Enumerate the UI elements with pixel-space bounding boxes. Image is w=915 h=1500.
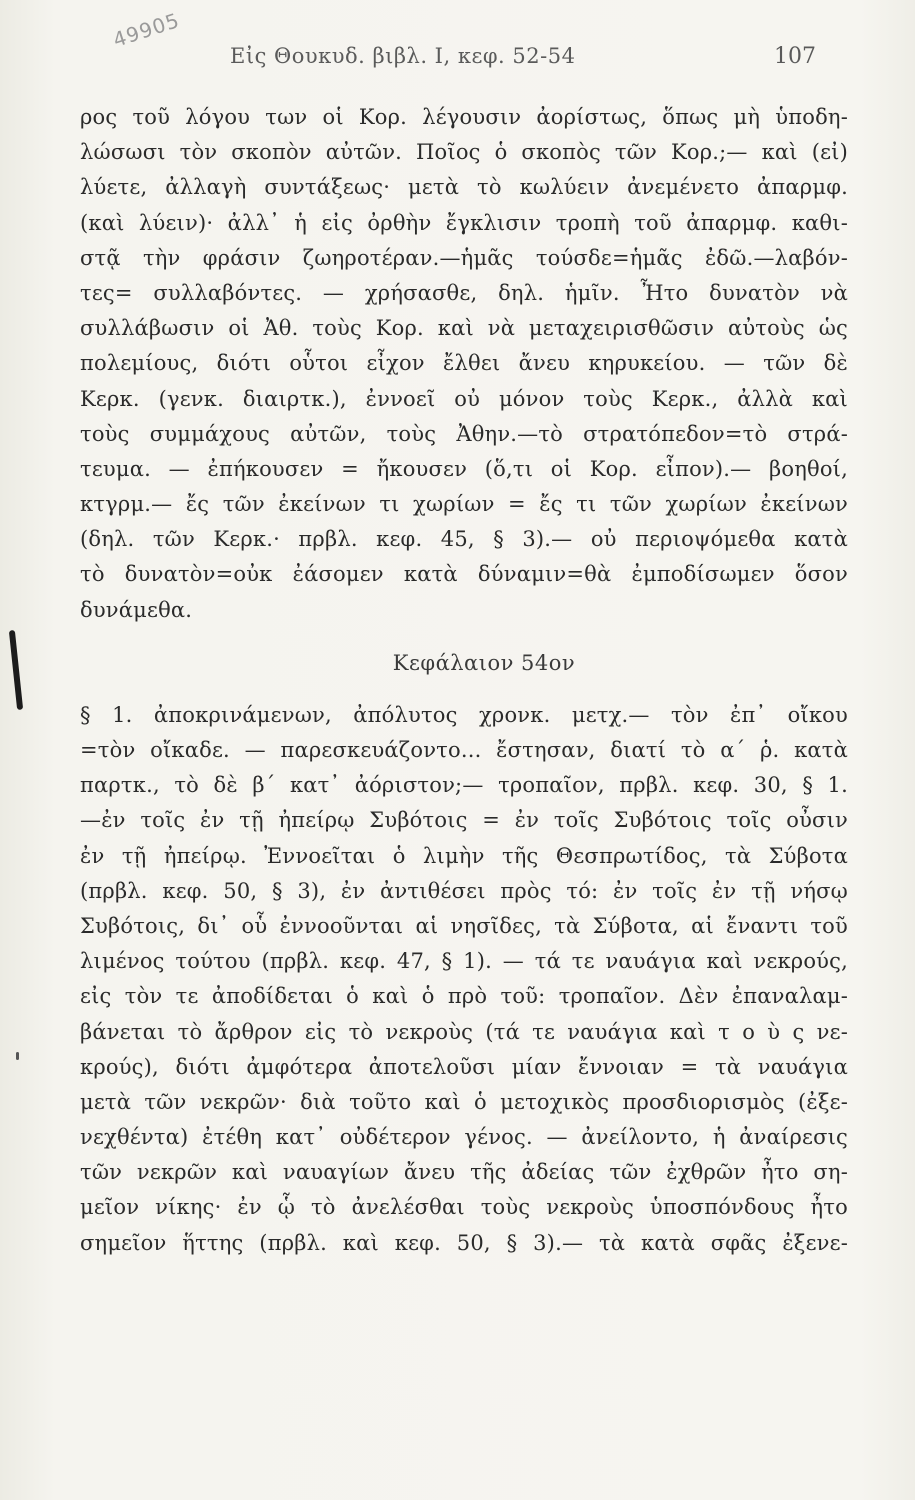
text-line: δυνάμεθα. — [80, 597, 193, 622]
text-line: —ἐν τοῖς ἐν τῇ ἠπείρῳ Συβότοις = ἐν τοῖς Συβότοις τοῖς οὖσιν — [80, 808, 848, 833]
text-line: τευμα. — ἐπήκουσεν = ἤκουσεν (ὅ,τι οἱ Κορ. εἶπον).— βοηθοί, — [80, 456, 848, 481]
text-line: τες= συλλαβόντες. — χρήσασθε, δηλ. ἡμῖν. Ἦτο δυνατὸν νὰ — [80, 280, 848, 305]
text-line: (πρβλ. κεφ. 50, § 3), ἐν ἀντιθέσει πρὸς τό: ἐν τοῖς ἐν τῇ νήσῳ — [80, 878, 848, 903]
text-line: σημεῖον ἥττης (πρβλ. καὶ κεφ. 50, § 3).— τὰ κατὰ σφᾶς ἐξενε- — [80, 1230, 848, 1255]
page-number: 107 — [774, 44, 816, 69]
text-line: συλλάβωσιν οἱ Ἀθ. τοὺς Κορ. καὶ νὰ μεταχειρισθῶσιν αὐτοὺς ὡς — [80, 316, 848, 341]
text-line: κτγρμ.— ἔς τῶν ἐκείνων τι χωρίων = ἔς τι τῶν χωρίων ἐκείνων — [80, 492, 848, 517]
text-line: Κερκ. (γενκ. διαιρτκ.), ἐννοεῖ οὐ μόνον τοὺς Κερκ., ἀλλὰ καὶ — [80, 386, 848, 411]
text-line: τὸ δυνατὸν=οὐκ ἐάσομεν κατὰ δύναμιν=θὰ ἐμποδίσωμεν ὅσον — [80, 562, 848, 587]
text-line: μετὰ τῶν νεκρῶν· διὰ τοῦτο καὶ ὁ μετοχικὸς προσδιορισμὸς (ἐξε- — [80, 1089, 848, 1114]
text-line: λώσωσι τὸν σκοπὸν αὐτῶν. Ποῖος ὁ σκοπὸς τῶν Κορ.;— καὶ (εἰ) — [80, 140, 848, 165]
text-line: εἰς τὸν τε ἀποδίδεται ὁ καὶ ὁ πρὸ τοῦ: τροπαῖον. Δὲν ἐπαναλαμ- — [80, 984, 848, 1009]
text-line: λύετε, ἀλλαγὴ συντάξεως· μετὰ τὸ κωλύειν ἀνεμένετο ἀπαρμφ. — [80, 175, 848, 200]
text-line: Συβότοις, δι᾽ οὗ ἐννοοῦνται αἱ νησῖδες, τὰ Σύβοτα, αἱ ἔναντι τοῦ — [80, 913, 848, 938]
text-line: λιμένος τούτου (πρβλ. κεφ. 47, § 1). — τά τε ναυάγια καὶ νεκρούς, — [80, 949, 848, 974]
commentary-text — [80, 100, 848, 1261]
text-line: (καὶ λύειν)· ἀλλ᾽ ἡ εἰς ὀρθὴν ἔγκλισιν τροπὴ τοῦ ἀπαρμφ. καθι- — [80, 210, 848, 235]
chapter-heading: Κεφάλαιον 54ον — [392, 650, 576, 675]
text-line: § 1. ἀποκρινάμενων, ἀπόλυτος χρονκ. μετχ.— τὸν ἐπ᾽ οἴκου — [80, 702, 848, 727]
running-head: Εἰς Θουκυδ. βιβλ. I, κεφ. 52-54 — [230, 44, 576, 68]
text-line: (δηλ. τῶν Κερκ.· πρβλ. κεφ. 45, § 3).— οὐ περιοψόμεθα κατὰ — [80, 527, 848, 552]
page-header — [0, 38, 915, 78]
text-line: στᾷ τὴν φράσιν ζωηροτέραν.—ἡμᾶς τούσδε=ἡμᾶς ἐδῶ.—λαβόν- — [80, 245, 848, 270]
text-line: =τὸν οἴκαδε. — παρεσκευάζοντο... ἔστησαν, διατί τὸ α΄ ῥ. κατὰ — [80, 738, 848, 762]
text-line: νεχθέντα) ἐτέθη κατ᾽ οὐδέτερον γένος. — ἀνείλοντο, ἡ ἀναίρεσις — [80, 1125, 848, 1150]
text-line: παρτκ., τὸ δὲ β΄ κατ᾽ ἀόριστον;— τροπαῖον, πρβλ. κεφ. 30, § 1. — [80, 773, 848, 798]
handwritten-marginal-note: 49905 — [109, 7, 183, 53]
ink-dot-mark — [16, 1052, 19, 1060]
ink-stroke-mark — [9, 630, 23, 710]
text-line: ἐν τῇ ἠπείρῳ. Ἐννοεῖται ὁ λιμὴν τῆς Θεσπρωτίδος, τὰ Σύβοτα — [80, 843, 848, 868]
text-line: μεῖον νίκης· ἐν ᾧ τὸ ἀνελέσθαι τοὺς νεκροὺς ὑποσπόνδους ἦτο — [80, 1195, 848, 1220]
text-line: κρούς), διότι ἀμφότερα ἀποτελοῦσι μίαν ἔννοιαν = τὰ ναυάγια — [80, 1054, 848, 1079]
text-line: τῶν νεκρῶν καὶ ναυαγίων ἄνευ τῆς ἀδείας τῶν ἐχθρῶν ἦτο ση- — [80, 1160, 848, 1185]
text-line: πολεμίους, διότι οὗτοι εἶχον ἔλθει ἄνευ κηρυκείου. — τῶν δὲ — [80, 351, 848, 376]
text-line: βάνεται τὸ ἄρθρον εἰς τὸ νεκροὺς (τά τε ναυάγια καὶ τ ο ὺ ς νε- — [80, 1019, 848, 1044]
text-line: τοὺς συμμάχους αὐτῶν, τοὺς Ἀθην.—τὸ στρατόπεδον=τὸ στρά- — [80, 421, 848, 446]
text-line: ρος τοῦ λόγου των οἱ Κορ. λέγουσιν ἀορίστως, ὅπως μὴ ὑποδη- — [80, 105, 848, 129]
